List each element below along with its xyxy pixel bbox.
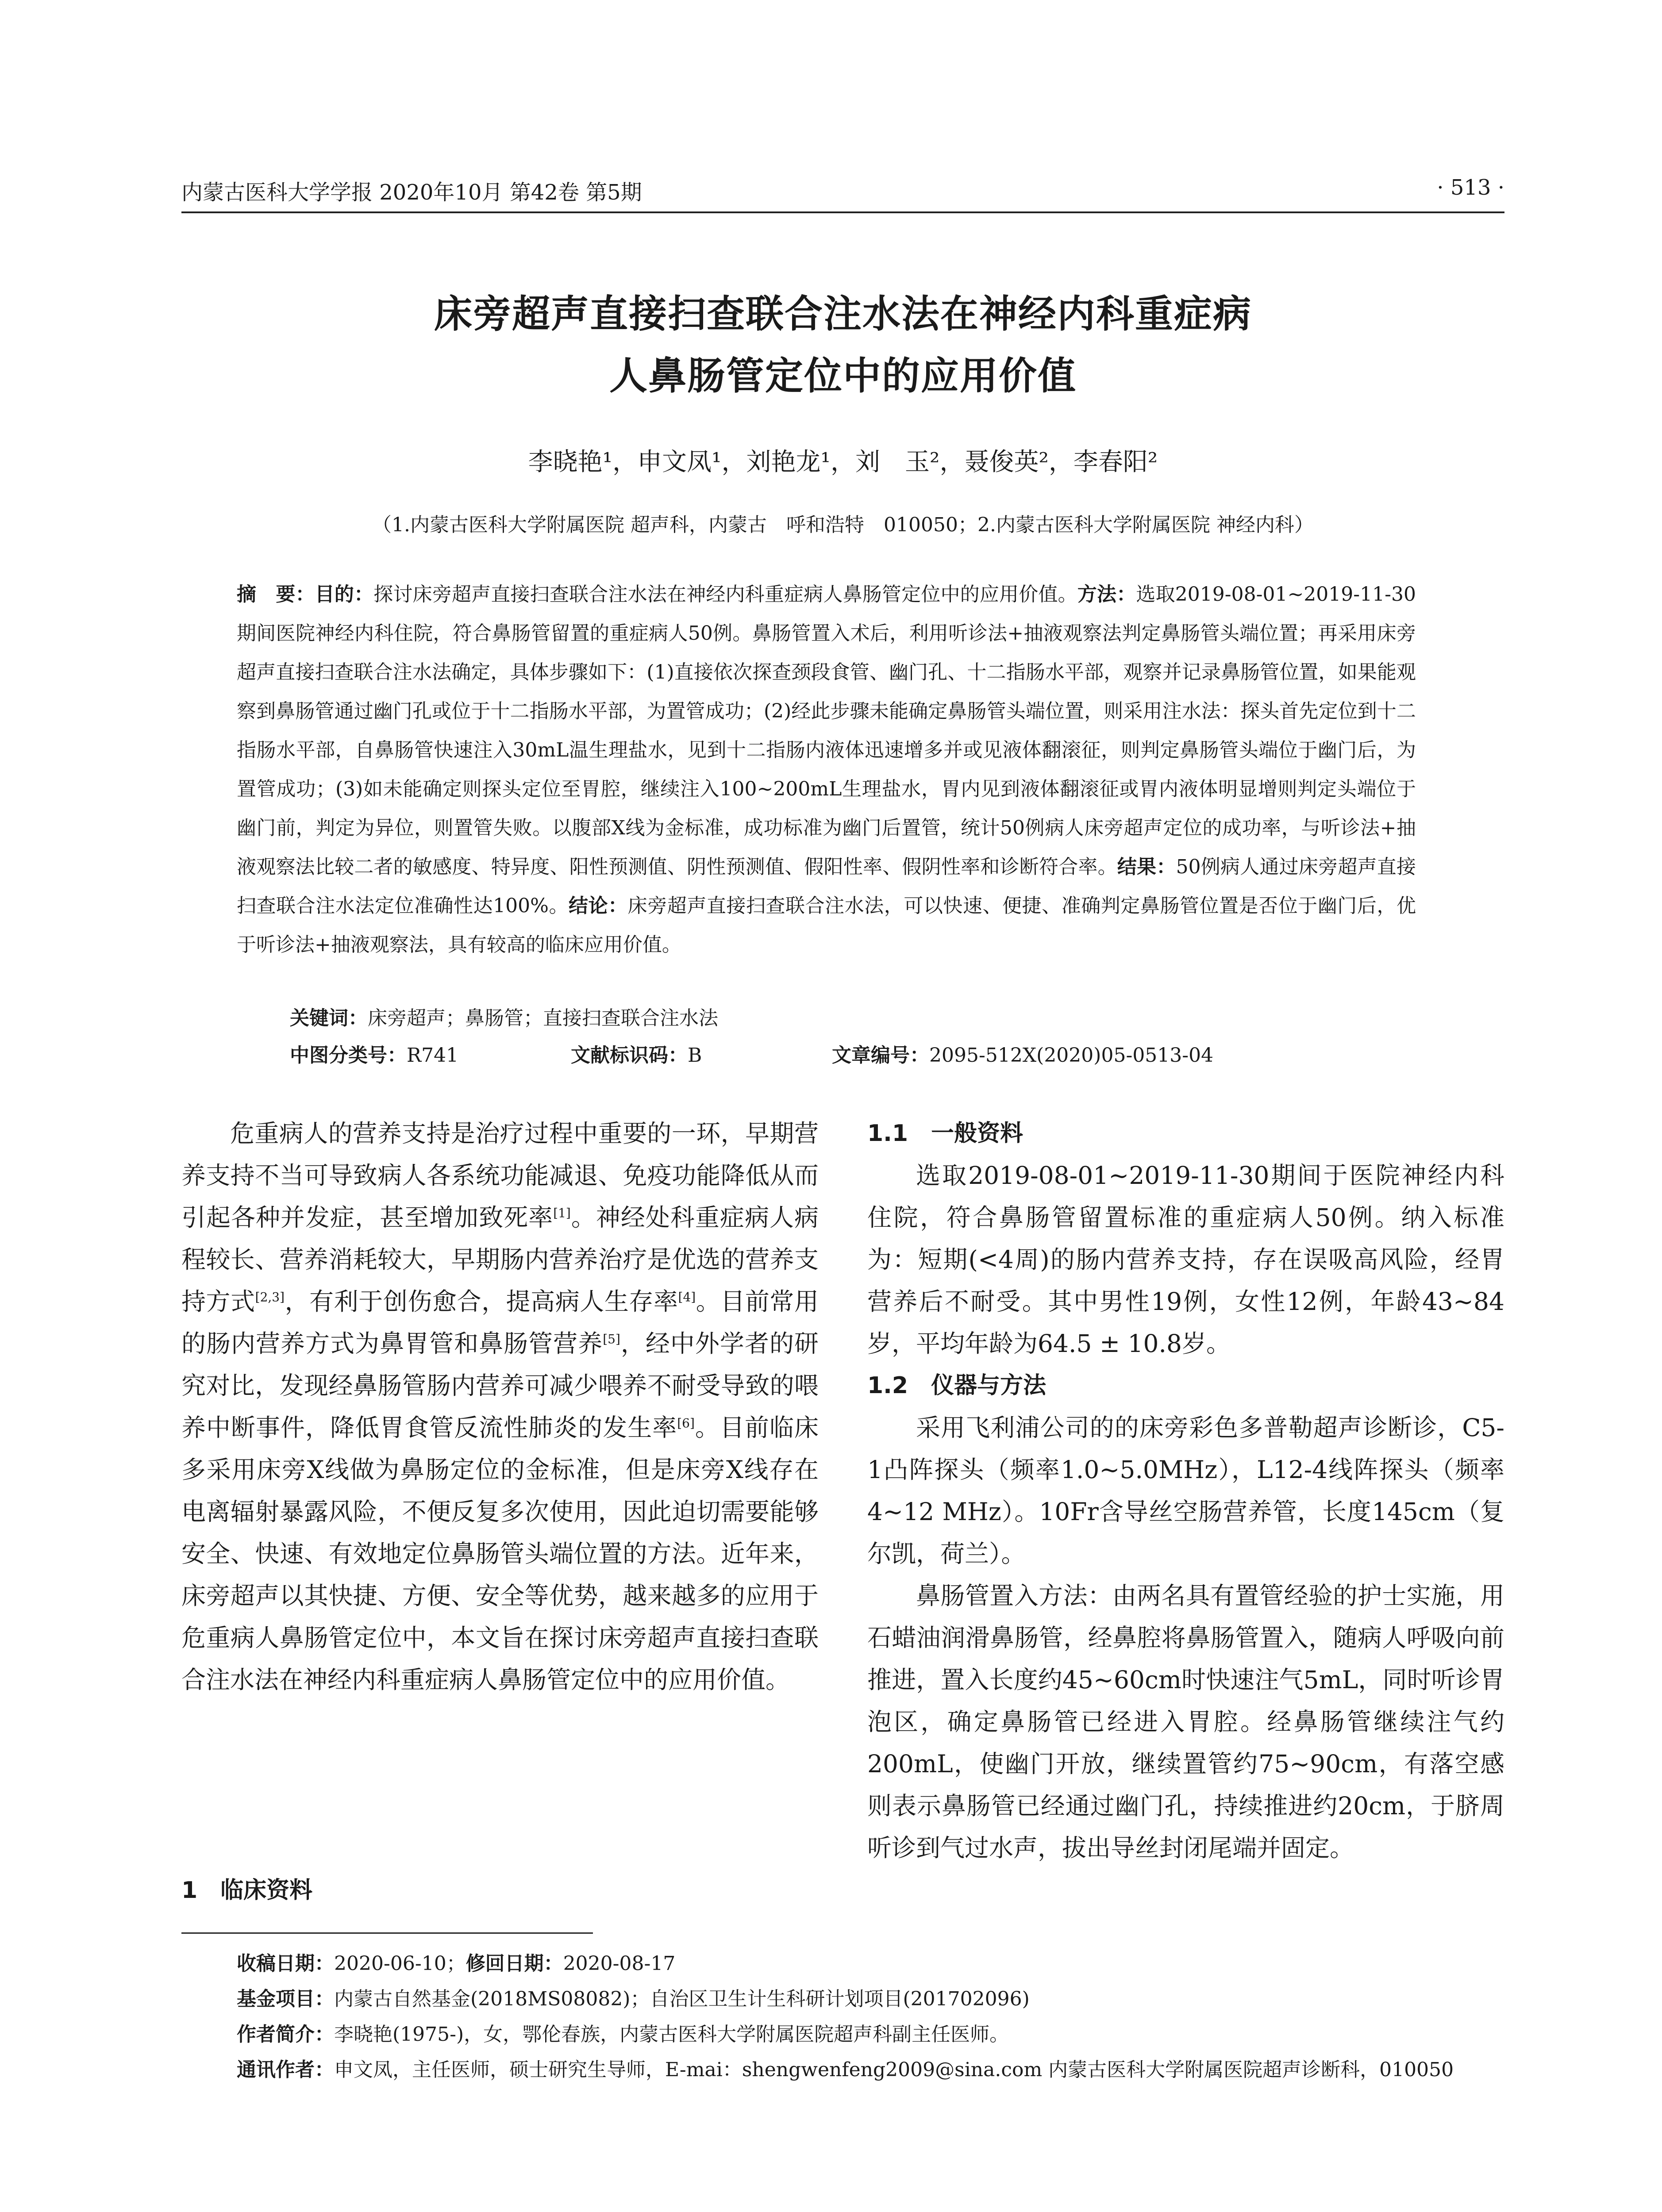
bio-text: 李晓艳(1975-)，女，鄂伦春族，内蒙古医科大学附属医院超声科副主任医师。 bbox=[334, 2023, 1009, 2046]
running-header bbox=[181, 175, 1504, 211]
footnote-rule bbox=[181, 1932, 593, 1934]
keywords-value: 床旁超声；鼻肠管；直接扫查联合注水法 bbox=[368, 1007, 718, 1029]
revised-date: 2020-08-17 bbox=[563, 1952, 676, 1975]
fund-text: 内蒙古自然基金(2018MS08082)；自治区卫生计生科研计划项目(201702096) bbox=[334, 1988, 1030, 2010]
journal-info: 内蒙古医科大学学报 2020年10月 第42卷 第5期 bbox=[181, 180, 642, 205]
abstract-label: 摘 要： bbox=[237, 583, 315, 606]
corr-text: 申文凤，主任医师，硕士研究生导师，E-mai：shengwenfeng2009@sina.com 内蒙古医科大学附属医院超声诊断科，010050 bbox=[334, 2058, 1454, 2081]
bio-label: 作者简介： bbox=[237, 2023, 334, 2046]
header-rule bbox=[181, 211, 1504, 213]
corr-label: 通讯作者： bbox=[237, 2058, 334, 2081]
paragraph-1-2-a: 采用飞利浦公司的的床旁彩色多普勒超声诊断诊，C5-1凸阵探头（频率1.0~5.0MHz），L12-4线阵探头（频率4~12 MHz）。10Fr含导丝空肠营养管，长度145cm（复尔凯，荷兰）。 bbox=[867, 1413, 1504, 1568]
document-code bbox=[571, 1038, 702, 1073]
received-label: 收稿日期： bbox=[237, 1952, 334, 1975]
footnote-corresponding bbox=[237, 2053, 1631, 2087]
keywords bbox=[290, 1001, 718, 1036]
results-label: 结果： bbox=[1117, 856, 1176, 878]
intro-text-e: ，经中外学者的研究对比，发现经鼻肠管肠内营养可减少喂养不耐受导致的喂养中断事件，降低胃食管反流性肺炎的发生率 bbox=[181, 1329, 819, 1442]
intro-text-c: ，有利于创伤愈合，提高病人生存率 bbox=[285, 1287, 678, 1316]
intro-text-d: 。目前常用的肠内营养方式为鼻胃管和鼻肠管营养 bbox=[181, 1287, 819, 1358]
footnote-dates bbox=[237, 1947, 1631, 1981]
title-line-1: 床旁超声直接扫查联合注水法在神经内科重症病 bbox=[434, 292, 1252, 336]
article-value: 2095-512X(2020)05-0513-04 bbox=[929, 1044, 1214, 1067]
fund-label: 基金项目： bbox=[237, 1988, 334, 2010]
clc-label: 中图分类号： bbox=[290, 1044, 407, 1067]
left-column bbox=[181, 1113, 819, 1701]
article-number bbox=[832, 1038, 1213, 1073]
footnote-fund bbox=[237, 1982, 1631, 2016]
ref-2: [2,3] bbox=[255, 1290, 285, 1305]
author-list: 李晓艳¹，申文凤¹，刘艳龙¹，刘 玉²，聂俊英²，李春阳² bbox=[528, 448, 1158, 476]
doc-label: 文献标识码： bbox=[571, 1044, 688, 1067]
clc-value: R741 bbox=[407, 1044, 459, 1067]
intro-paragraph bbox=[181, 1113, 819, 1701]
received-date: 2020-06-10； bbox=[334, 1952, 466, 1975]
affiliation: （1.内蒙古医科大学附属医院 超声科，内蒙古 呼和浩特 010050；2.内蒙古医科大学附属医院 神经内科） bbox=[372, 514, 1314, 536]
paragraph-1-1: 选取2019-08-01~2019-11-30期间于医院神经内科住院，符合鼻肠管留置标准的重症病人50例。纳入标准为：短期(<4周)的肠内营养支持，存在误吸高风险，经胃营养后不耐受。其中男性19例，女性12例，年龄43~84岁，平均年龄为64.5 ± 10.8岁。 bbox=[867, 1161, 1504, 1358]
section-1-heading: 1 临床资料 bbox=[181, 1877, 313, 1904]
ref-4: [5] bbox=[603, 1332, 620, 1347]
purpose-text: 探讨床旁超声直接扫查联合注水法在神经内科重症病人鼻肠管定位中的应用价值。 bbox=[373, 583, 1077, 606]
section-1-1-heading: 1.1 一般资料 bbox=[867, 1120, 1023, 1147]
intro-text-b: 。神经处科重症病人病程较长、营养消耗较大，早期肠内营养治疗是优选的营养支持方式 bbox=[181, 1203, 819, 1316]
clc-number bbox=[290, 1038, 458, 1073]
conclusion-label: 结论： bbox=[569, 895, 628, 917]
title-line-2: 人鼻肠管定位中的应用价值 bbox=[609, 354, 1077, 398]
article-label: 文章编号： bbox=[832, 1044, 929, 1067]
page-number: · 513 · bbox=[1437, 175, 1504, 200]
purpose-label: 目的： bbox=[315, 583, 374, 606]
abstract bbox=[237, 575, 1416, 964]
ref-1: [1] bbox=[553, 1206, 571, 1221]
results-text: 50例病人通过床旁超声直接扫查联合注水法定位准确性达100%。 bbox=[237, 856, 1416, 917]
methods-text: 选取2019-08-01~2019-11-30期间医院神经内科住院，符合鼻肠管留置的重症病人50例。鼻肠管置入术后，利用听诊法+抽液观察法判定鼻肠管头端位置；再采用床旁超声直接扫查联合注水法确定，具体步骤如下：(1)直接依次探查颈段食管、幽门孔、十二指肠水平部，观察并记录鼻肠管位置，如果能观察到鼻肠管通过幽门孔或位于十二指肠水平部，为置管成功；(2)经此步骤未能确定鼻肠管头端位置，则采用注水法：探头首先定位到十二指肠水平部，自鼻肠管快速注入30mL温生理盐水，见到十二指肠内液体迅速增多并或见液体翻滚征，则判定鼻肠管头端位于幽门后，为置管成功；(3)如未能确定则探头定位至胃腔，继续注入100~200mL生理盐水，胃内见到液体翻滚征或胃内液体明显增则判定头端位于幽门前，判定为异位，则置管失败。以腹部X线为金标准，成功标准为幽门后置管，统计50例病人床旁超声定位的成功率，与听诊法+抽液观察法比较二者的敏感度、特异度、阳性预测值、阴性预测值、假阳性率、假阴性率和诊断符合率。 bbox=[237, 583, 1416, 878]
doc-value: B bbox=[688, 1044, 702, 1067]
intro-text-a: 危重病人的营养支持是治疗过程中重要的一环，早期营养支持不当可导致病人各系统功能减退、免疫功能降低从而引起各种并发症，甚至增加致死率 bbox=[181, 1119, 819, 1232]
revised-label: 修回日期： bbox=[466, 1952, 563, 1975]
keywords-label: 关键词： bbox=[290, 1007, 368, 1029]
footnote-author-bio bbox=[237, 2017, 1631, 2052]
right-column bbox=[867, 1113, 1504, 1869]
ref-5: [6] bbox=[677, 1416, 695, 1431]
conclusion-text: 床旁超声直接扫查联合注水法，可以快速、便捷、准确判定鼻肠管位置是否位于幽门后，优于听诊法+抽液观察法，具有较高的临床应用价值。 bbox=[237, 895, 1416, 956]
paragraph-1-2-b: 鼻肠管置入方法：由两名具有置管经验的护士实施，用石蜡油润滑鼻肠管，经鼻腔将鼻肠管置入，随病人呼吸向前推进，置入长度约45~60cm时快速注气5mL，同时听诊胃泡区，确定鼻肠管已经进入胃腔。经鼻肠管继续注气约200mL，使幽门开放，继续置管约75~90cm，有落空感则表示鼻肠管已经通过幽门孔，持续推进约20cm，于脐周听诊到气过水声，拔出导丝封闭尾端并固定。 bbox=[867, 1582, 1504, 1862]
intro-text-f: 。目前临床多采用床旁X线做为鼻肠定位的金标准，但是床旁X线存在电离辐射暴露风险，不便反复多次使用，因此迫切需要能够安全、快速、有效地定位鼻肠管头端位置的方法。近年来，床旁超声以其快捷、方便、安全等优势，越来越多的应用于危重病人鼻肠管定位中，本文旨在探讨床旁超声直接扫查联合注水法在神经内科重症病人鼻肠管定位中的应用价值。 bbox=[181, 1413, 819, 1694]
section-1-2-heading: 1.2 仪器与方法 bbox=[867, 1372, 1046, 1399]
ref-3: [4] bbox=[678, 1290, 696, 1305]
methods-label: 方法： bbox=[1077, 583, 1136, 606]
